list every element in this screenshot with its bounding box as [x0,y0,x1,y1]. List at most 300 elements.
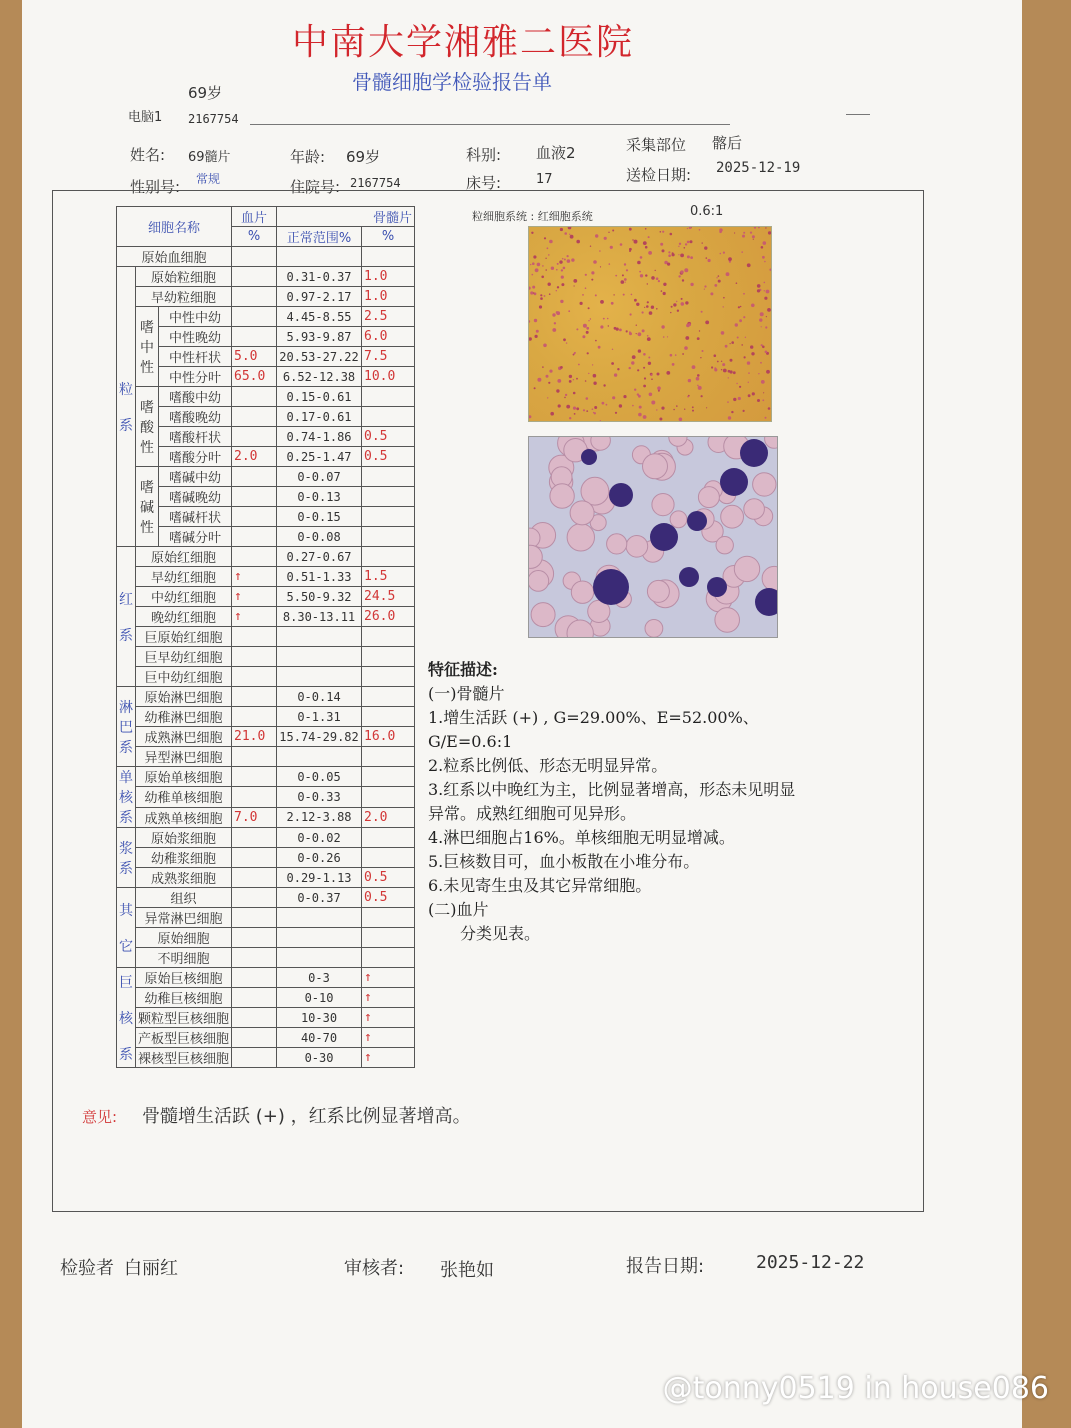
marrow-dot [723,297,725,299]
marrow-dot [721,361,722,362]
row-normal-range: 0-0.08 [277,527,362,547]
row-name: 异型淋巴细胞 [136,747,232,767]
marrow-dot [717,361,719,363]
marrow-dot [624,278,627,281]
marrow-dot [594,406,597,409]
table-row [117,707,415,727]
marrow-dot [642,311,644,313]
marrow-dot [764,261,766,263]
nucleated-cell [581,449,597,465]
marrow-dot [600,325,603,328]
marrow-dot [623,395,626,398]
row-marrow-value [362,467,415,487]
row-marrow-value: 7.5 [362,347,415,367]
marrow-dot [600,420,601,421]
marrow-dot [685,336,689,340]
row-name: 原始粒细胞 [136,267,232,287]
marrow-dot [634,299,637,302]
marrow-dot [608,232,609,233]
table-row [117,427,415,447]
description-line: 异常。成熟红细胞可见异形。 [428,804,637,823]
row-marrow-value [362,787,415,807]
marrow-dot [600,300,604,304]
dept-value: 血液2 [536,144,576,162]
marrow-dot [747,263,751,267]
marrow-dot [747,361,750,364]
marrow-dot [587,352,589,354]
row-blood-value: 65.0 [232,367,277,387]
tester-label: 检验者 [60,1258,114,1279]
col-normal: 正常范围% [277,227,362,247]
marrow-dot [728,257,732,261]
row-blood-value [232,1008,277,1028]
marrow-dot [658,390,660,392]
row-blood-value [232,928,277,948]
marrow-dot [564,232,567,235]
marrow-dot [552,328,556,332]
col-blood: 血片 [232,207,277,227]
row-name: 嗜碱分叶 [159,527,232,547]
marrow-dot [666,371,670,375]
age-value: 69岁 [346,148,381,166]
marrow-dot [761,246,764,249]
marrow-dot [557,263,559,265]
marrow-dot [643,241,647,245]
row-normal-range: 0-30 [277,1048,362,1068]
marrow-dot [576,407,579,410]
row-blood-value [232,387,277,407]
marrow-dot [765,326,767,328]
marrow-dot [682,353,684,355]
row-name: 裸核型巨核细胞 [136,1048,232,1068]
row-blood-value [232,467,277,487]
row-marrow-value [362,747,415,767]
marrow-dot [752,392,755,395]
marrow-dot [699,330,700,331]
table-header-row [117,207,415,227]
table-row [117,387,415,407]
marrow-dot [595,294,597,296]
marrow-dot [763,241,767,245]
report-subtitle: 骨髓细胞学检验报告单 [352,70,552,94]
marrow-dot [697,385,699,387]
marrow-dot [708,259,711,262]
marrow-dot [585,287,587,289]
nucleated-cell [687,511,707,531]
subgroup-basophil: 嗜 碱 性 [136,467,159,547]
marrow-dot [629,250,631,252]
marrow-dot [634,240,638,244]
row-name: 不明细胞 [136,948,232,968]
marrow-dot [536,330,539,333]
description-line: 分类见表。 [428,924,541,943]
marrow-dot [710,292,713,295]
marrow-dot [690,256,693,259]
marrow-dot [582,335,585,338]
marrow-dot [758,373,759,374]
marrow-dot [688,323,691,326]
row-marrow-value [362,487,415,507]
marrow-dot [659,418,662,421]
marrow-dot [561,269,563,271]
row-blood-value [232,1028,277,1048]
marrow-dot [631,294,633,296]
marrow-dot [583,409,585,411]
marrow-dot [651,374,653,376]
marrow-dot [733,371,736,374]
table-row [117,1008,415,1028]
row-marrow-value [362,948,415,968]
marrow-dot [687,228,688,229]
marrow-dot [632,405,634,407]
row-blood-value [232,547,277,567]
marrow-dot [751,352,754,355]
row-marrow-value [362,667,415,687]
row-normal-range: 20.53-27.22 [277,347,362,367]
group-other: 其 它 [117,888,136,968]
row-normal-range: 0-0.14 [277,687,362,707]
marrow-dot [620,243,623,246]
marrow-dot [670,233,673,236]
marrow-dot [534,387,536,389]
computer-no-label: 电脑1 [128,110,163,125]
marrow-dot [593,260,597,264]
marrow-dot [629,367,631,369]
table-row [117,627,415,647]
marrow-dot [677,310,679,312]
marrow-dot [646,305,649,308]
marrow-dot [720,253,722,255]
marrow-dot [629,228,632,231]
marrow-dot [569,375,572,378]
marrow-dot [571,258,574,261]
row-blood-value [232,868,277,888]
marrow-dot [569,417,571,419]
marrow-dot [606,404,608,406]
nucleated-cell [755,588,777,616]
table-row [117,747,415,767]
marrow-dot [586,331,589,334]
row-blood-value [232,527,277,547]
row-normal-range: 2.12-3.88 [277,807,362,827]
marrow-dot [767,308,771,312]
ratio-value: 0.6:1 [690,204,724,219]
tester: 白丽红 [124,1258,178,1279]
marrow-dot [723,369,727,373]
marrow-dot [529,337,532,340]
row-blood-value [232,787,277,807]
hospital-title: 中南大学湘雅二医院 [292,22,635,63]
row-normal-range [277,627,362,647]
marrow-dot [671,306,673,308]
red-cell [567,524,594,551]
marrow-dot [529,320,530,322]
table-row [117,787,415,807]
bed-value: 17 [536,172,553,187]
bed-label: 床号: [466,174,502,192]
marrow-dot [640,274,643,277]
row-normal-range: 0.25-1.47 [277,447,362,467]
inpatient-value: 2167754 [350,176,401,190]
marrow-dot [725,345,728,348]
red-cell [607,534,627,554]
row-blood-value [232,828,277,848]
marrow-dot [680,270,683,273]
row-marrow-value: 0.5 [362,888,415,908]
marrow-dot [607,318,609,320]
red-cell [762,566,777,590]
marrow-dot [592,364,593,365]
submit-value: 2025-12-19 [716,160,801,176]
nucleated-cell [740,439,768,467]
marrow-dot [533,255,536,258]
marrow-dot [590,318,591,319]
marrow-dot [588,373,589,374]
marrow-dot [612,396,615,399]
marrow-dot [660,231,662,233]
marrow-dot [562,258,564,260]
marrow-dot [585,274,587,276]
row-name: 晚幼红细胞 [136,607,232,627]
marrow-dot [651,276,655,280]
row-blood-value [232,707,277,727]
row-name: 成熟单核细胞 [136,807,232,827]
row-name: 嗜酸杆状 [159,427,232,447]
marrow-dot [711,366,713,368]
row-marrow-value [362,908,415,928]
marrow-dot [663,292,666,295]
marrow-dot [657,386,661,390]
marrow-dot [730,370,733,373]
marrow-dot [551,267,554,270]
row-marrow-value [362,647,415,667]
table-row [117,928,415,948]
marrow-dot [586,410,588,412]
table-row [117,247,415,267]
red-cell [698,487,719,508]
nucleated-cell [650,523,678,551]
row-normal-range: 6.52-12.38 [277,367,362,387]
marrow-dot [544,237,546,239]
marrow-dot [537,263,541,267]
marrow-dot [529,415,531,418]
sex-value: 常规 [196,172,221,186]
marrow-dot [568,310,570,312]
marrow-dot [699,229,701,231]
marrow-dot [563,267,566,270]
marrow-dot [757,284,761,288]
marrow-dot [681,298,683,300]
marrow-dot [599,250,601,252]
row-name: 原始单核细胞 [136,767,232,787]
marrow-dot [566,405,570,409]
group-mono: 单 核 系 [117,767,136,828]
marrow-dot [736,383,737,384]
marrow-dot [718,280,721,283]
red-cell [550,484,574,508]
table-row [117,687,415,707]
row-name: 巨原始红细胞 [136,627,232,647]
row-name: 原始浆细胞 [136,828,232,848]
row-normal-range [277,647,362,667]
marrow-dot [672,363,675,366]
marrow-dot [731,341,734,344]
marrow-dot [678,254,679,255]
row-blood-value [232,948,277,968]
marrow-dot [637,393,639,395]
red-cell [716,537,733,554]
red-cell [753,473,776,496]
marrow-dot [629,331,631,333]
marrow-dot [661,290,663,292]
watermark: @tonny0519 in house086 [662,1371,1049,1406]
marrow-dot [761,326,762,327]
row-normal-range: 0.17-0.61 [277,407,362,427]
row-normal-range: 0.51-1.33 [277,567,362,587]
marrow-dot [573,353,575,355]
row-blood-value [232,647,277,667]
marrow-dot [698,386,702,390]
marrow-dot [593,374,597,378]
row-name: 幼稚巨核细胞 [136,988,232,1008]
marrow-dot [640,256,643,259]
marrow-dot [730,359,733,362]
red-cell [643,454,668,479]
marrow-dot [748,394,751,397]
marrow-dot [744,356,746,358]
opinion-text: 骨髓增生活跃 (+) ，红系比例显著增高。 [142,1106,471,1127]
table-row [117,1028,415,1048]
table-row [117,347,415,367]
marrow-dot [568,227,572,229]
description-line: 1.增生活跃 (+) , G=29.00%、E=52.00%、 [428,708,759,727]
red-cell [670,511,687,528]
marrow-dot [667,336,668,337]
table-row [117,607,415,627]
marrow-dot [655,270,656,271]
row-name: 中性杆状 [159,347,232,367]
marrow-dot [638,413,642,417]
marrow-dot [583,324,587,328]
marrow-dot [714,367,716,369]
nucleated-cell [679,567,699,587]
row-normal-range: 0-0.26 [277,848,362,868]
marrow-dot [644,307,645,308]
table-row [117,407,415,427]
row-blood-value [232,687,277,707]
marrow-dot [535,335,538,338]
nucleated-cell [593,569,629,605]
group-erythroid: 红 系 [117,547,136,687]
row-name: 异常淋巴细胞 [136,908,232,928]
row-normal-range: 0.29-1.13 [277,868,362,888]
table-row [117,667,415,687]
marrow-dot [700,357,701,358]
row-normal-range: 0-0.02 [277,828,362,848]
table-row [117,527,415,547]
row-name: 嗜碱杆状 [159,507,232,527]
marrow-dot [619,404,622,407]
row-name: 幼稚浆细胞 [136,848,232,868]
marrow-dot [762,399,764,401]
marrow-dot [637,261,641,265]
dept-label: 科别: [466,146,502,164]
row-name: 嗜碱晚幼 [159,487,232,507]
row-marrow-value: ↑ [362,1028,415,1048]
marrow-dot [678,275,680,277]
row-normal-range: 0-10 [277,988,362,1008]
marrow-dot [567,259,571,263]
marrow-dot [651,306,654,309]
marrow-dot [549,293,551,295]
row-marrow-value: 1.0 [362,287,415,307]
marrow-dot [542,265,544,267]
table-row [117,267,415,287]
row-blood-value: 2.0 [232,447,277,467]
marrow-dot [648,357,650,359]
red-cell [531,603,555,627]
marrow-dot [582,294,584,296]
report-date-label: 报告日期: [626,1256,705,1277]
marrow-dot [645,246,648,249]
row-blood-value: ↑ [232,587,277,607]
marrow-dot [614,373,617,376]
red-cell [765,437,777,448]
table-row [117,487,415,507]
marrow-dot [619,329,622,332]
marrow-dot [706,407,707,408]
marrow-dot [559,260,562,263]
marrow-dot [730,343,731,344]
row-blood-value [232,267,277,287]
marrow-dot [591,271,594,274]
marrow-dot [548,254,550,256]
marrow-dot [687,241,690,244]
marrow-dot [573,379,574,380]
cell-table [116,206,415,1068]
age-label: 年龄: [290,148,326,166]
marrow-dot [560,228,563,231]
marrow-dot [602,402,605,405]
row-name: 中性中幼 [159,307,232,327]
marrow-dot [769,269,771,271]
marrow-dot [679,243,681,245]
marrow-dot [610,246,613,249]
marrow-dot [569,380,572,383]
marrow-dot [586,327,589,330]
row-marrow-value [362,707,415,727]
row-marrow-value [362,387,415,407]
marrow-dot [649,311,653,315]
marrow-dot [733,398,736,401]
row-marrow-value: ↑ [362,968,415,988]
table-row [117,848,415,868]
marrow-dot [721,369,722,370]
row-name: 原始红细胞 [136,547,232,567]
marrow-dot [763,392,764,393]
row-marrow-value: 1.0 [362,267,415,287]
table-row [117,908,415,928]
description-lines [428,682,795,946]
row-blood-value: ↑ [232,607,277,627]
marrow-dot [576,378,578,380]
marrow-dot [548,283,551,286]
marrow-dot [594,412,596,414]
row-normal-range [277,667,362,687]
row-name: 原始淋巴细胞 [136,687,232,707]
row-blood-value [232,407,277,427]
name-label: 姓名: [130,146,166,164]
